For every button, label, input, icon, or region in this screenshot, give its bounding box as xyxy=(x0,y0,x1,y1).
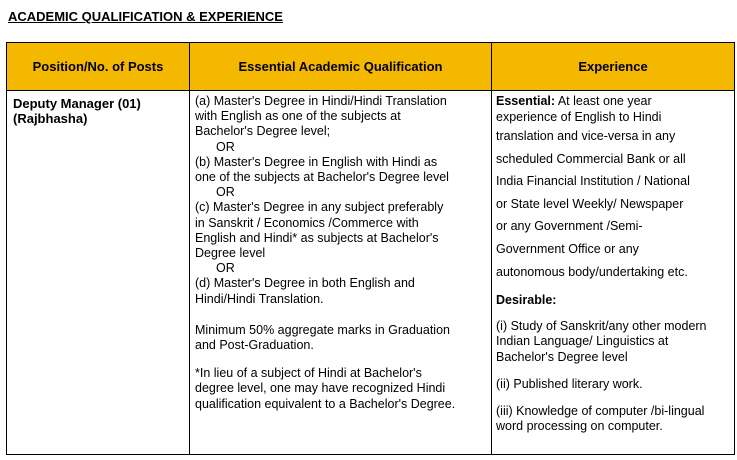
qualification-cell xyxy=(190,91,492,455)
text-line: scheduled Commercial Bank or all xyxy=(496,151,686,166)
column-header-position: Position/No. of Posts xyxy=(7,43,190,91)
experience-cell xyxy=(492,91,735,455)
text-line: word processing on computer. xyxy=(496,419,663,434)
text-line: degree level, one may have recognized Hindi xyxy=(195,381,446,396)
text-line: Bachelor's Degree level; xyxy=(195,124,331,139)
text-line: or any Government /Semi- xyxy=(496,219,643,234)
desirable-label: Desirable: xyxy=(496,293,557,308)
text-line: and Post-Graduation. xyxy=(195,338,314,353)
section-heading: ACADEMIC QUALIFICATION & EXPERIENCE xyxy=(8,9,283,24)
or-separator: OR xyxy=(216,139,235,154)
column-header-qualification: Essential Academic Qualification xyxy=(190,43,492,91)
text-line: (d) Master's Degree in both English and xyxy=(195,276,415,291)
table-header-row xyxy=(7,43,735,91)
desirable-item-2 xyxy=(496,377,730,392)
qualification-option-b xyxy=(195,155,487,185)
text-line: experience of English to Hindi xyxy=(496,109,662,124)
text-line: one of the subjects at Bachelor's Degree level xyxy=(195,170,449,185)
text-line: *In lieu of a subject of Hindi at Bachelor's xyxy=(195,366,422,381)
or-separator: OR xyxy=(216,261,235,276)
text-line: with English as one of the subjects at xyxy=(195,109,401,124)
hindi-equivalence-note xyxy=(195,366,487,412)
text-line: (a) Master's Degree in Hindi/Hindi Translation xyxy=(195,94,447,108)
text-line: (c) Master's Degree in any subject preferably xyxy=(195,200,444,215)
qualification-option-a xyxy=(195,94,487,140)
text-line: (iii) Knowledge of computer /bi-lingual xyxy=(496,403,705,418)
text-line: At least one year xyxy=(555,94,652,108)
desirable-item-3 xyxy=(496,404,730,434)
essential-label: Essential: xyxy=(496,94,556,108)
qualification-option-d xyxy=(195,276,487,306)
essential-experience xyxy=(496,94,730,125)
table-row xyxy=(7,91,735,455)
text-line: Hindi/Hindi Translation. xyxy=(195,291,324,306)
text-line: Government Office or any xyxy=(496,241,639,256)
minimum-marks-note xyxy=(195,323,487,353)
or-separator: OR xyxy=(216,185,235,200)
text-line: Degree level xyxy=(195,246,266,261)
text-line: or State level Weekly/ Newspaper xyxy=(496,196,684,211)
position-department: (Rajbhasha) xyxy=(13,111,88,126)
text-line: India Financial Institution / National xyxy=(496,174,690,189)
text-line: in Sanskrit / Economics /Commerce with xyxy=(195,215,419,230)
desirable-item-1 xyxy=(496,319,730,365)
text-line: (i) Study of Sanskrit/any other modern xyxy=(496,319,707,334)
text-line: English and Hindi* as subjects at Bachelor's xyxy=(195,230,439,245)
text-line: Bachelor's Degree level xyxy=(496,349,628,364)
text-line: Indian Language/ Linguistics at xyxy=(496,334,669,349)
text-line: Minimum 50% aggregate marks in Graduation xyxy=(195,322,450,337)
qualification-option-c xyxy=(195,200,487,261)
position-cell xyxy=(7,91,190,455)
text-line: translation and vice-versa in any xyxy=(496,129,676,143)
column-header-experience: Experience xyxy=(492,43,735,91)
text-line: (b) Master's Degree in English with Hindi as xyxy=(195,154,438,169)
position-title: Deputy Manager (01) xyxy=(13,96,141,111)
text-line: qualification equivalent to a Bachelor's Degree. xyxy=(195,396,456,411)
qualification-table xyxy=(6,42,735,455)
text-line: (ii) Published literary work. xyxy=(496,376,643,391)
text-line: autonomous body/undertaking etc. xyxy=(496,264,688,279)
